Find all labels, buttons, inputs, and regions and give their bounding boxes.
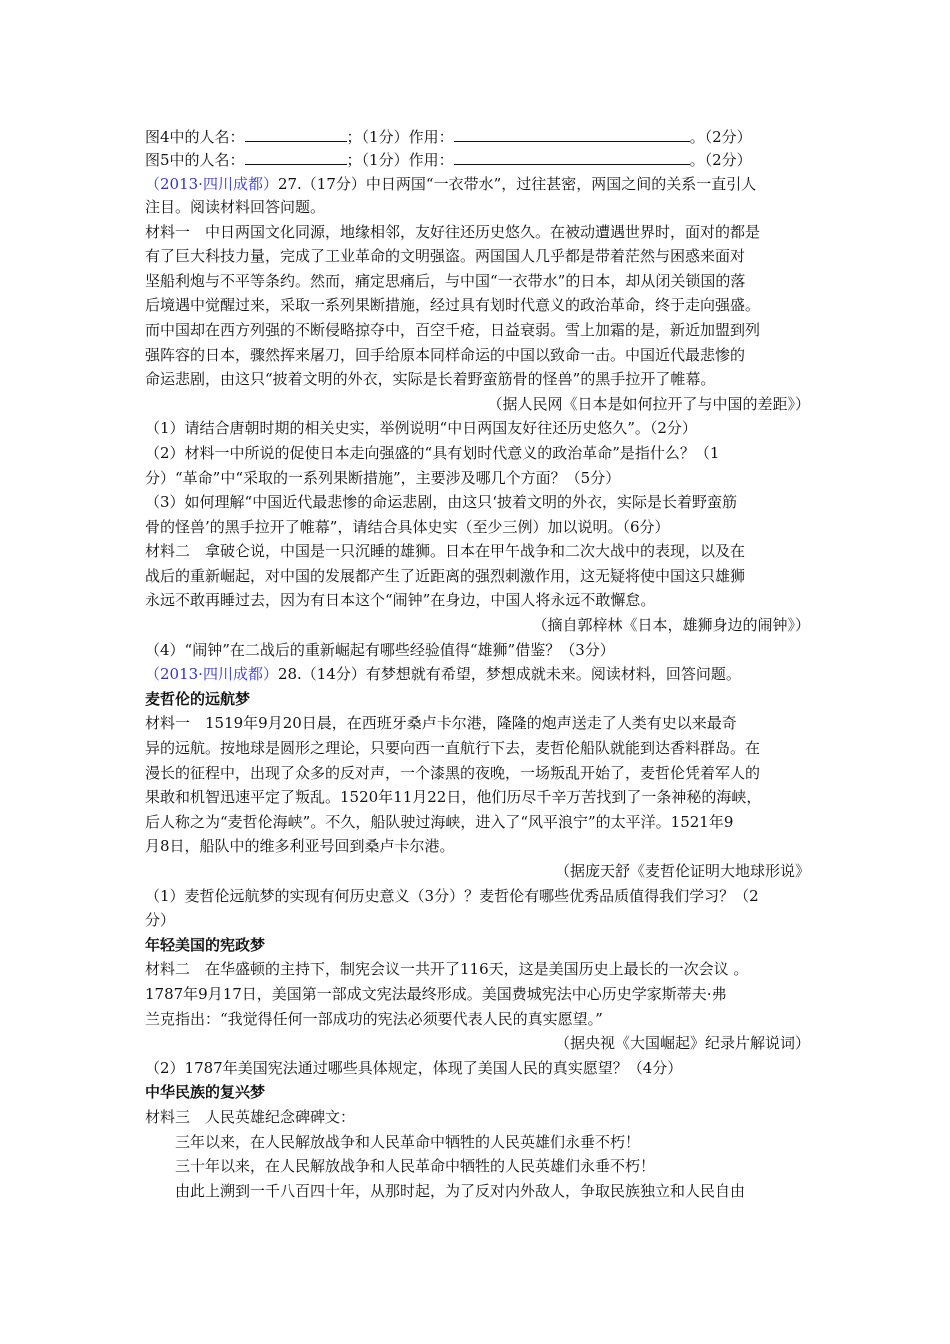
name-blank[interactable] — [245, 149, 347, 165]
q28-material1-line: 材料一 1519年9月20日晨，在西班牙桑卢卡尔港，隆隆的炮声送走了人类有史以来最奇 — [145, 714, 737, 733]
q27-question-line: （1）请结合唐朝时期的相关史实，举例说明“中日两国友好往还历史悠久”。（2分） — [145, 419, 697, 438]
name-blank[interactable] — [245, 126, 347, 142]
q27-question4: （4）“闹钟”在二战后的重新崛起有哪些经验值得“雄狮”借鉴？（3分） — [145, 640, 615, 659]
q27-material1-line: 而中国却在西方列强的不断侵略掠夺中，百空千疮，日益衰弱。雪上加霜的是，新近加盟到列 — [145, 320, 761, 339]
q27-material1-line: 坚船利炮与不平等条约。然而，痛定思痛后，与中国“一衣带水”的日本，却从闭关锁国的落 — [145, 271, 746, 290]
q27-material2-line: 战后的重新崛起，对中国的发展都产生了近距离的强烈刺激作用，这无疑将使中国这只雄狮 — [145, 566, 746, 585]
q27-question-line: 骨的怪兽’的黑手拉开了帷幕”，请结合具体史实（至少三例）加以说明。（6分） — [145, 517, 670, 536]
q28-citation1: （据庞天舒《麦哲伦证明大地球形说》 — [554, 862, 810, 880]
q27-header-cont: 注目。阅读材料回答问题。 — [145, 198, 326, 217]
q27-header — [145, 173, 810, 196]
q27-material2-line: 材料二 拿破仑说，中国是一只沉睡的雄狮。日本在甲午战争和二次大战中的表现，以及在 — [145, 542, 746, 561]
q28-material3-line: 三十年以来，在人民解放战争和人民革命中牺牲的人民英雄们永垂不朽！ — [175, 1157, 656, 1176]
q28-header — [145, 662, 810, 687]
q27-question-line: （2）材料一中所说的促使日本走向强盛的“具有划时代意义的政治革命”是指什么？（1 — [145, 443, 720, 462]
fill-line-figure4 — [145, 126, 810, 149]
q27-head: 27.（17分）中日两国“一衣带水”，过往甚密，两国之间的关系一直引人 — [277, 174, 757, 193]
q27-material1-line: 后境遇中觉醒过来，采取一系列果断措施，经过具有划时代意义的政治革命，终于走向强盛。 — [145, 296, 761, 315]
q28-material1-line: 月8日，船队中的维多利亚号回到桑卢卡尔港。 — [145, 837, 455, 856]
fill-end: 。（2分） — [689, 128, 752, 146]
q28-material1-line: 果敢和机智迅速平定了叛乱。1520年11月22日，他们历尽千辛万苦找到了一条神秘的海峡， — [145, 788, 762, 807]
q27-material1-line: 有了巨大科技力量，完成了工业革命的文明强盗。两国国人几乎都是带着茫然与困惑来面对 — [145, 247, 746, 266]
q27-citation2: （摘自郭梓林《日本，雄狮身边的闹钟》） — [532, 616, 810, 635]
q28-material2-line: 1787年9月17日，美国第一部成文宪法最终形成。美国费城宪法中心历史学家斯蒂夫·弗 — [145, 984, 727, 1003]
q28-material3-label: 材料三 人民英雄纪念碑碑文： — [145, 1107, 356, 1126]
q28-material1-line: 后人称之为“麦哲伦海峡”。不久，船队驶过海峡，进入了“风平浪宁”的太平洋。1521年9 — [145, 812, 734, 831]
q28-citation2: （据央视《大国崛起》纪录片解说词） — [554, 1034, 810, 1053]
fill-line-figure5 — [145, 149, 810, 172]
fill-label: 图4中的人名： — [145, 128, 245, 146]
q28-material1-line: 异的远航。按地球是圆形之理论，只要向西一直航行下去，麦哲伦船队就能到达香料群岛。在 — [145, 739, 761, 758]
q27-material1-line: 强阵容的日本，骤然挥来屠刀，回手给原本同样命运的中国以致命一击。中国近代最悲惨的 — [145, 345, 746, 364]
q28-material1-line: 漫长的征程中，出现了众多的反对声，一个漆黑的夜晚，一场叛乱开始了，麦哲伦凭着军人的 — [145, 763, 761, 782]
q28-material3-line: 三年以来，在人民解放战争和人民革命中牺牲的人民英雄们永垂不朽！ — [175, 1132, 641, 1151]
q28-material2-line: 材料二 在华盛顿的主持下，制宪会议一共开了116天，这是美国历史上最长的一次会议 。 — [145, 960, 749, 979]
q28-head: 28.（14分）有梦想就有希望，梦想成就未来。阅读材料，回答问题。 — [277, 665, 741, 684]
effect-blank[interactable] — [454, 149, 690, 165]
exam-page — [145, 126, 810, 1203]
q28-heading1: 麦哲伦的远航梦 — [145, 689, 251, 708]
q28-heading2: 年轻美国的宪政梦 — [145, 935, 266, 954]
q28-question1-line: （1）麦哲伦远航梦的实现有何历史意义（3分）？麦哲伦有哪些优秀品质值得我们学习？（2 — [145, 886, 759, 905]
q27-material1-line: 命运悲剧，由这只“披着文明的外衣，实际是长着野蛮筋骨的怪兽”的黑手拉开了帷幕。 — [145, 370, 716, 389]
source-tag: （2013·四川成都） — [145, 174, 278, 193]
fill-label: 图5中的人名： — [145, 151, 245, 170]
fill-sep: ；（1分）作用： — [346, 151, 454, 170]
q28-material2-line: 兰克指出：“我觉得任何一部成功的宪法必须要代表人民的真实愿望。” — [145, 1009, 603, 1028]
q27-question-line: 分）“革命”中“采取的一系列果断措施”，主要涉及哪几个方面？（5分） — [145, 468, 621, 487]
q27-material2-line: 永远不敢再睡过去，因为有日本这个“闹钟”在身边，中国人将永远不敢懈怠。 — [145, 591, 656, 610]
q28-material3-line: 由此上溯到一千八百四十年，从那时起，为了反对内外敌人，争取民族独立和人民自由 — [175, 1181, 746, 1200]
q27-material1-line: 材料一 中日两国文化同源，地缘相邻，友好往还历史悠久。在被动遭遇世界时，面对的都是 — [145, 222, 761, 241]
effect-blank[interactable] — [454, 126, 690, 142]
q28-question1-line: 分） — [145, 911, 176, 930]
q28-heading3: 中华民族的复兴梦 — [145, 1083, 266, 1102]
q27-citation1: （据人民网《日本是如何拉开了与中国的差距》） — [487, 394, 810, 413]
source-tag: （2013·四川成都） — [145, 665, 278, 684]
fill-end: 。（2分） — [689, 151, 752, 170]
fill-sep: ；（1分）作用： — [346, 128, 454, 146]
q27-question-line: （3）如何理解“中国近代最悲惨的命运悲剧，由这只‘披着文明的外衣，实际是长着野蛮筋 — [145, 493, 737, 512]
q28-question2: （2）1787年美国宪法通过哪些具体规定，体现了美国人民的真实愿望？（4分） — [145, 1058, 683, 1077]
